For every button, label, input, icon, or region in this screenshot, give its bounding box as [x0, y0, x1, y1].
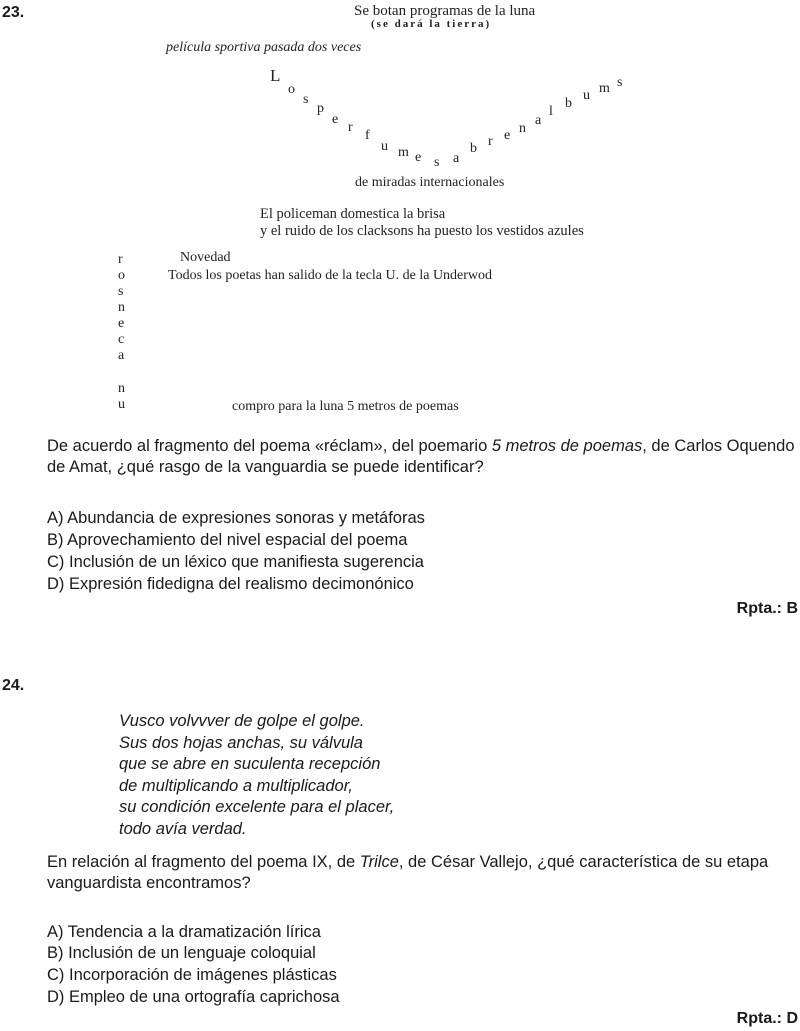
wave-letter: r — [488, 134, 493, 149]
verse-5: su condición excelente para el placer, — [119, 798, 395, 816]
wave-letter: L — [270, 66, 281, 85]
wave-letter: f — [365, 128, 370, 143]
verse-4: de multiplicando a multiplicador, — [119, 776, 353, 795]
poem-line-8: compro para la luna 5 metros de poemas — [232, 399, 459, 414]
wave-letter: m — [599, 81, 610, 96]
vertical-letter: c — [118, 332, 125, 347]
q23-option-d[interactable]: D) Expresión fidedigna del realismo decimonónico — [47, 575, 414, 593]
question-23-text-pre: De acuerdo al fragmento del poema «réclam», del poemario — [47, 437, 492, 455]
q23-option-b[interactable]: B) Aprovechamiento del nivel espacial del poema — [47, 531, 408, 549]
q24-answer: Rpta.: D — [736, 1010, 798, 1027]
vertical-letter: u — [118, 397, 125, 412]
wave-letter: e — [332, 112, 339, 127]
verse-3: que se abre en suculenta recepción — [119, 755, 381, 773]
poem-novedad: Novedad — [180, 250, 231, 265]
question-23-number: 23. — [2, 4, 25, 21]
q24-option-d[interactable]: D) Empleo de una ortografía caprichosa — [47, 988, 340, 1006]
wave-letter: e — [504, 128, 511, 143]
wave-letter: s — [617, 75, 623, 90]
vertical-letter: n — [118, 381, 125, 396]
question-24-text-pre: En relación al fragmento del poema IX, de — [47, 853, 360, 871]
poem-trilce-ix — [119, 711, 394, 840]
q23-option-a[interactable]: A) Abundancia de expresiones sonoras y metáforas — [47, 509, 425, 527]
question-23-text-post: , de Carlos Oquendo de Amat, ¿qué rasgo de la vanguardia se puede identificar? — [47, 437, 795, 476]
q23-answer: Rpta.: B — [736, 600, 798, 617]
poem-line-2: (se dará la tierra) — [371, 18, 492, 30]
question-24-text-post: , de César Vallejo, ¿qué característica de su etapa vanguardista encontramos? — [47, 853, 769, 892]
wave-letter: s — [303, 92, 309, 107]
verse-2: Sus dos hojas anchas, su válvula — [119, 733, 363, 752]
wave-letter: p — [317, 101, 324, 116]
q24-option-a[interactable]: A) Tendencia a la dramatización lírica — [47, 923, 321, 941]
question-24-number: 24. — [2, 677, 25, 694]
wave-letter: l — [549, 104, 553, 119]
poem-line-3: película sportiva pasada dos veces — [166, 40, 362, 55]
wave-letter: u — [583, 88, 590, 103]
poem-line-4: de miradas internacionales — [355, 175, 505, 190]
q23-option-c[interactable]: C) Inclusión de un léxico que manifiesta sugerencia — [47, 553, 424, 571]
wave-letter: e — [415, 150, 422, 165]
wave-letter: b — [565, 96, 572, 111]
wave-letter: a — [453, 151, 460, 166]
poem-line-1: Se botan programas de la luna — [354, 3, 536, 19]
wave-letter: m — [398, 145, 409, 160]
question-24-text — [47, 852, 799, 894]
wave-letter: o — [288, 82, 295, 97]
verse-1: Vusco volvvver de golpe el golpe. — [119, 712, 365, 730]
wave-letter: a — [535, 113, 542, 128]
vertical-letter: o — [118, 268, 125, 283]
wave-letter: n — [519, 121, 526, 136]
vertical-letter: n — [118, 300, 125, 315]
question-23-text — [47, 436, 799, 478]
poem-line-7: Todos los poetas han salido de la tecla U. de la Underwod — [168, 268, 493, 283]
vertical-letter: r — [118, 252, 123, 267]
q24-option-b[interactable]: B) Inclusión de un lenguaje coloquial — [47, 944, 316, 962]
poem-line-6: y el ruido de los clacksons ha puesto los vestidos azules — [260, 223, 584, 239]
wave-letter: s — [434, 155, 440, 170]
q24-option-c[interactable]: C) Incorporación de imágenes plásticas — [47, 966, 337, 984]
poem-line-5: El policeman domestica la brisa — [260, 206, 446, 222]
wave-letter: u — [381, 139, 388, 154]
wave-letter: r — [348, 120, 353, 135]
vertical-letter: e — [118, 316, 125, 331]
question-23-book-title: 5 metros de poemas — [491, 437, 643, 455]
verse-6: todo avía verdad. — [119, 819, 247, 838]
vertical-letter: s — [118, 284, 124, 299]
question-24-book-title: Trilce — [359, 853, 399, 871]
wave-letter: b — [470, 141, 477, 156]
vertical-letter: a — [118, 348, 125, 363]
